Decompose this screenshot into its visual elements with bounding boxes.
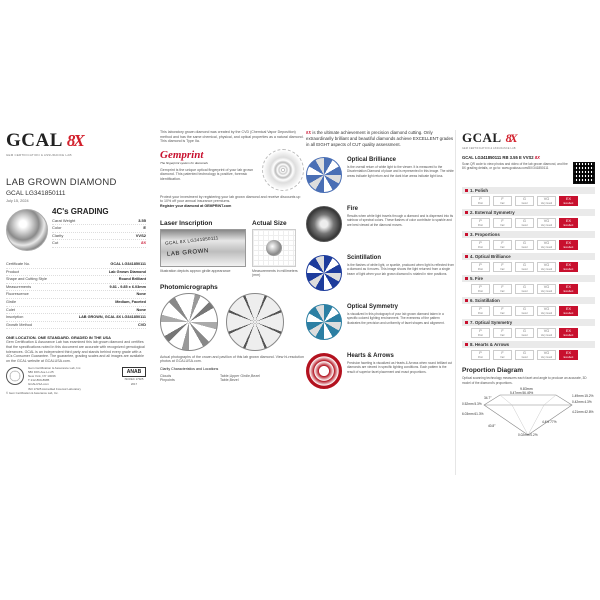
grade-cell: P Poor	[471, 350, 490, 360]
prop-crown: 0.52mm 5.3%	[462, 402, 482, 407]
proportion-title: Proportion Diagram	[462, 367, 524, 374]
feature-text	[347, 353, 454, 400]
prop-girdle: 1.49mm 15.2%	[572, 394, 594, 399]
grade-cell: VG Very Good	[537, 284, 556, 294]
feature-title: Optical Symmetry	[347, 304, 399, 311]
category-dot	[465, 343, 468, 346]
category-label: 1. Polish	[470, 188, 489, 193]
grade-cell: F Fair	[493, 262, 512, 272]
feature-image	[306, 157, 342, 193]
grade-cell-desc: Excellent	[563, 355, 574, 359]
grade-cell-desc: Very Good	[540, 355, 553, 359]
gemprint-text: Gemprint is the unique optical fingerprint of your lab grown diamond. This patented technology is positive, forensic identification.	[160, 167, 254, 181]
grade-cell-desc: Good	[521, 267, 528, 271]
grade-cell: F Fair	[493, 284, 512, 294]
grade-cell-desc: Very Good	[540, 333, 553, 337]
prop-table: 5.47mm 56.49%	[510, 391, 534, 396]
grade-cell: VG Very Good	[537, 306, 556, 316]
grade-cell: G Good	[515, 328, 534, 338]
grade-cell-desc: Excellent	[563, 245, 574, 249]
category-dot	[465, 255, 468, 258]
detail-row	[6, 322, 146, 330]
category-dot	[465, 321, 468, 324]
report-date: July 15, 2024	[6, 199, 29, 203]
detail-label: Girdle	[6, 299, 17, 304]
grade-cell: P Poor	[471, 240, 490, 250]
feature-title: Hearts & Arrows	[347, 353, 394, 360]
detail-row	[6, 307, 146, 315]
detail-row	[6, 269, 146, 277]
copyright: © Gem Certification & Assurance Lab, Inc.	[6, 391, 59, 396]
actual-size-grid	[252, 229, 296, 267]
detail-label: Fluorescence	[6, 292, 29, 297]
accreditation-text: ISO 17025 Accredited Forensic Laboratory	[28, 386, 81, 391]
detail-row	[6, 284, 146, 292]
lab-seal	[6, 367, 24, 385]
category-scale	[462, 282, 595, 295]
detail-row	[6, 299, 146, 307]
feature-title: Scintillation	[347, 255, 382, 262]
grade-cell: EX Excellent	[559, 262, 578, 272]
grading-title: 4C's GRADING	[52, 207, 109, 216]
grade-cell: EX Excellent	[559, 196, 578, 206]
grade-cell: P Poor	[471, 196, 490, 206]
grade-label: Carat Weight	[52, 218, 76, 223]
grade-cell-desc: Excellent	[563, 333, 574, 337]
report-title: LAB GROWN DIAMOND	[6, 177, 117, 188]
prop-pav-angle: 40.8°	[488, 424, 496, 429]
grade-cell-desc: Excellent	[563, 267, 574, 271]
address-line: Gem Certification & Assurance Lab, Inc.	[28, 366, 82, 371]
grade-cell-desc: Very Good	[540, 245, 553, 249]
gemprint-tagline: The fingerprint system for diamonds	[160, 160, 208, 165]
grade-cell: F Fair	[493, 240, 512, 250]
feature-2	[306, 206, 454, 253]
grade-cell-desc: Good	[521, 311, 528, 315]
category-label: 6. Scintillation	[470, 298, 500, 303]
cvd-intro: This laboratory grown diamond was created by the CVD (Chemical Vapor Deposition) method and has the same chemical, physical, and optical properties as a natural diamond. This diamond is Type IIa.	[160, 130, 304, 144]
category-label: 7. Optical Symmetry	[470, 320, 513, 325]
grade-cell: P Poor	[471, 306, 490, 316]
grade-cell: EX Excellent	[559, 284, 578, 294]
grade-cell-desc: Very Good	[540, 201, 553, 205]
category-scale	[462, 304, 595, 317]
intro-mark: 8X	[306, 130, 312, 135]
grade-value: E	[143, 225, 146, 231]
detail-value: None	[136, 307, 146, 312]
grade-cell-desc: Excellent	[563, 223, 574, 227]
feature-desc: Precision faceting is visualized as Hearts & Arrows when round brilliant cut diamonds are viewed in specific lighting conditions. Each pattern is the result of superior facet placement and exact proportions.	[347, 361, 453, 374]
grade-cell-desc: Poor	[477, 267, 484, 271]
grade-row	[52, 225, 146, 232]
eightx-features-panel	[306, 130, 454, 475]
feature-text	[347, 255, 454, 302]
detail-value: GCAL LG341850111	[110, 262, 146, 266]
grade-cell-desc: Fair	[500, 267, 505, 271]
size-title: Actual Size	[252, 219, 287, 227]
detail-row	[6, 314, 146, 322]
grade-cell: G Good	[515, 218, 534, 228]
register-link[interactable]: Register your diamond at GEMPRINT.com	[160, 203, 232, 208]
grade-row	[52, 218, 146, 225]
category-dot	[465, 277, 468, 280]
grade-row	[52, 240, 146, 247]
grade-cell-desc: Poor	[477, 201, 484, 205]
detail-label: Culet	[6, 307, 15, 312]
category-label: 8. Hearts & Arrows	[470, 342, 510, 347]
grade-cell: G Good	[515, 240, 534, 250]
features-list	[306, 157, 454, 400]
grade-cell: P Poor	[471, 262, 490, 272]
clarity-row	[160, 378, 304, 383]
feature-text	[347, 206, 454, 253]
size-caption: Measurements in millimeters (mm)	[252, 268, 298, 278]
grade-cell: EX Excellent	[559, 240, 578, 250]
grade-cell-desc: Very Good	[540, 223, 553, 227]
feature-image	[306, 304, 342, 340]
category-bar	[462, 253, 595, 260]
grade-cell-desc: Good	[521, 355, 528, 359]
pavilion-photo	[226, 293, 284, 351]
detail-value: 9.81 - 9.85 x 6.03mm	[109, 284, 146, 289]
grade-cell-desc: Good	[521, 245, 528, 249]
category-bar	[462, 319, 595, 326]
grade-cell-desc: Good	[521, 333, 528, 337]
proportion-text: Optical scanning technology measures each facet and angle to produce an accurate, 3D model of the diamond's proportions.	[462, 376, 587, 385]
grade-cell: VG Very Good	[537, 328, 556, 338]
category-dot	[465, 299, 468, 302]
feature-5	[306, 353, 454, 400]
brand-subtitle: GEM CERTIFICATION & ASSURANCE LAB	[6, 153, 72, 157]
grade-value: 8X	[141, 240, 146, 246]
laser-caption: Illustration depicts approx girdle appearance	[160, 268, 231, 273]
footer-title: ONE LOCATION. ONE STANDARD. GRADED IN THE USA	[6, 335, 111, 341]
grade-cell: G Good	[515, 306, 534, 316]
detail-value: Medium, Faceted	[115, 299, 146, 304]
grading-categories	[462, 187, 595, 361]
clarity-type: Clouds	[160, 373, 172, 378]
grade-cell: G Good	[515, 284, 534, 294]
grade-cell-desc: Fair	[500, 289, 505, 293]
intro-text: is the ultimate achievement in precision diamond cutting. Only extraordinarily brilliant and beautiful diamonds achieve EXCELLENT grades in all EIGHT aspects of CUT quality assessment.	[306, 130, 454, 147]
category-scale	[462, 348, 595, 361]
grade-cell-desc: Good	[521, 223, 528, 227]
grade-cell-desc: Fair	[500, 355, 505, 359]
details-list	[6, 261, 146, 329]
photo-caption: Actual photographs of the crown and pavilion of this lab grown diamond. View hi-resolution photos at GCALUSA.com.	[160, 354, 304, 364]
detail-value: Lab Grown Diamond	[108, 269, 146, 274]
prop-depth: 6.03mm 61.3%	[462, 412, 484, 417]
certificate-panel	[6, 130, 146, 475]
category-label: 2. External Symmetry	[470, 210, 515, 215]
detail-value: None	[136, 292, 146, 297]
feature-title: Fire	[347, 206, 359, 213]
feature-image	[306, 206, 342, 242]
grade-cell: EX Excellent	[559, 328, 578, 338]
scan-text: Scan QR code to view photos and video of the lab grown diamond, and the 8X grading details, or go to: www.gcalusa.com/8X/341850111	[462, 162, 568, 170]
detail-value: Round Brilliant	[118, 277, 146, 282]
grade-row	[52, 233, 146, 240]
clarity-location: Table,Upper Girdle,Bezel	[220, 373, 260, 378]
detail-label: Certificate No.	[6, 262, 31, 266]
grade-cell-desc: Poor	[477, 245, 484, 249]
prop-star: 0.42mm 4.3%	[572, 400, 592, 405]
grade-cell-desc: Very Good	[540, 311, 553, 315]
grade-cell: VG Very Good	[537, 240, 556, 250]
eightx-logo: 8X	[66, 131, 83, 150]
grade-cell-desc: Fair	[500, 333, 505, 337]
prop-lower: 4.4% 77%	[542, 420, 557, 425]
address-line: New York, NY 10036	[28, 373, 56, 378]
prop-pav-depth: 4.21mm 42.8%	[572, 410, 594, 415]
feature-text	[347, 304, 454, 351]
grade-label: Cut	[52, 240, 59, 246]
grade-cell: G Good	[515, 262, 534, 272]
grade-cell-desc: Very Good	[540, 267, 553, 271]
grade-cell-desc: Fair	[500, 223, 505, 227]
grade-cell-desc: Poor	[477, 311, 484, 315]
grade-cell: G Good	[515, 350, 534, 360]
grade-cell-desc: Poor	[477, 289, 484, 293]
detail-row	[6, 276, 146, 284]
detail-label: Measurements	[6, 284, 32, 289]
grade-cell-desc: Poor	[477, 333, 484, 337]
grade-cell-desc: Very Good	[540, 289, 553, 293]
grade-cell: P Poor	[471, 284, 490, 294]
gemprint-fingerprint-image	[262, 149, 304, 191]
address-line: GCALUSA.com	[28, 381, 49, 386]
feature-title: Optical Brilliance	[347, 157, 397, 164]
register-text: Protect your investment by registering your lab grown diamond and receive discounts up to 10% off your annual insurance premiums.	[160, 194, 301, 204]
feature-desc: Is the flashes of white light, or sparkle, produced when light is reflected from a diamond as it moves. This image shows the light returned from a single beam of light when your lab grown diamond is rotated in nine positions.	[347, 263, 455, 276]
category-scale	[462, 216, 595, 229]
detail-value: LAB GROWN, GCAL 8X LG341850111	[78, 315, 146, 320]
anab-badge: ANAB ISO/IEC 17025 2017	[122, 367, 146, 386]
category-bar	[462, 275, 595, 282]
feature-desc: Is visualized in this photograph of your lab grown diamond taken in a specific colored lighting environment. The evenness of the pattern illustrates the precision and uniformity of facet shapes and alignment.	[347, 312, 445, 325]
feature-text	[347, 157, 454, 204]
grade-cell: F Fair	[493, 306, 512, 316]
detail-label: Growth Method	[6, 322, 32, 327]
category-label: 5. Fire	[470, 276, 483, 281]
grade-cell: F Fair	[493, 218, 512, 228]
grade-cell: F Fair	[493, 196, 512, 206]
feature-desc: Results when white light travels through a diamond and is dispersed into its rainbow of spectral colors. These flashes of color contribute to sparkle and are best viewed at the diamond moves.	[347, 214, 454, 227]
category-bar	[462, 297, 595, 304]
grade-cell: G Good	[515, 196, 534, 206]
grading-panel: GCAL 8X GEM CERTIFICATION & ASSURANCE LAB GCAL LG341850111 RB 3.55 E VVS2 8X Scan QR code to view photos and video of the lab grown diamond, and the 8X grading details, or go to: www.gcalusa.com/8X/341850111 1. Polish P Poor F Fair G Good VG Very Good EX Excellent 2. External Symmetry P Poor F Fair G Good VG Very Good EX Excellent 3. Proportions P Poor F Fair G Good VG Very Good EX Excellent 4. Optical Brilliance P Poor F Fair G Good VG Very Good EX Excellent 5. Fire P Poor F Fair G Good VG Very Good EX Excellent 6. Scintillation P Poor F Fair G Good VG Very Good EX Excellent 7. Optical Symmetry P Poor F Fair G Good VG Very Good EX Excellent 8. Hearts & Arrows P Poor F Fair G Good VG Very Good EX Excellent Proportion Diagram Optical scanning technology measures each facet and angle to produce an accurate, 3D model of the diamond's proportions. 9.83mm 5.47mm 56.49% 34.7° 0.52mm 5.3% 6.03mm 61.3% 40.8° 0.02mm 0.2% 1.49mm 15.2% 0.42mm 4.3% 4.21mm 42.8% 4.4% 77%	[455, 130, 595, 475]
grade-cell: VG Very Good	[537, 262, 556, 272]
proportion-diagram	[462, 387, 594, 437]
gcal-logo	[6, 130, 146, 152]
grade-cell-desc: Poor	[477, 223, 484, 227]
grade-cell: EX Excellent	[559, 218, 578, 228]
brand-name: GCAL	[6, 130, 63, 151]
footer-text: Gem Certification & Assurance Lab has examined this lab grown diamond and certifies that the specifications noted in this document are accurate with recognized gemological tolerances. GCAL is an independent third party and stands behind every grade with a 4Cs Consumer Guarantee. The guarantee, grading scales and all images are available on the GCAL website at GCALUSA.com.	[6, 340, 145, 363]
grade-cell-desc: Fair	[500, 311, 505, 315]
clarity-list	[160, 374, 304, 383]
cert-line: GCAL LG341850111 RB 3.55 E VVS2	[462, 155, 534, 160]
grade-cell: P Poor	[471, 218, 490, 228]
crown-photo	[160, 293, 218, 351]
grade-cell-desc: Excellent	[563, 289, 574, 293]
detail-label: Inscription	[6, 315, 24, 320]
category-dot	[465, 233, 468, 236]
feature-image	[306, 255, 342, 291]
feature-1	[306, 157, 454, 204]
grade-cell-desc: Good	[521, 201, 528, 205]
grade-cell: F Fair	[493, 350, 512, 360]
clarity-location: Table,Bezel	[220, 378, 239, 383]
category-label: 4. Optical Brilliance	[470, 254, 511, 259]
cert-number: GCAL LG341850111	[6, 190, 66, 197]
category-scale	[462, 326, 595, 339]
lab-address	[28, 367, 118, 386]
photo-title: Photomicrographs	[160, 283, 218, 291]
prop-diameter: 9.83mm	[520, 387, 533, 392]
prop-culet: 0.02mm 0.2%	[518, 433, 538, 438]
grade-cell: P Poor	[471, 328, 490, 338]
category-bar	[462, 341, 595, 348]
grade-cell: EX Excellent	[559, 350, 578, 360]
grade-cell: VG Very Good	[537, 196, 556, 206]
qr-code[interactable]	[573, 162, 595, 184]
gcal-logo-small: GCAL 8X	[462, 130, 516, 145]
clarity-type: Pinpoints	[160, 378, 175, 383]
grade-cell-desc: Poor	[477, 355, 484, 359]
category-dot	[465, 189, 468, 192]
laser-title: Laser Inscription	[160, 219, 213, 227]
grade-label: Clarity	[52, 232, 64, 238]
category-scale	[462, 238, 595, 251]
category-bar	[462, 209, 595, 216]
feature-image	[306, 353, 342, 389]
grade-cell-desc: Good	[521, 289, 528, 293]
diamond-photo	[6, 209, 48, 251]
gemprint-logo: Gemprint	[160, 148, 204, 161]
grade-cell: EX Excellent	[559, 306, 578, 316]
grade-value: VVS2	[135, 232, 146, 238]
detail-label: Product	[6, 269, 20, 274]
grade-cell-desc: Fair	[500, 201, 505, 205]
detail-row	[6, 261, 146, 269]
detail-label: Shape and Cutting Style	[6, 277, 47, 282]
category-bar	[462, 187, 595, 194]
actual-size-diamond	[266, 240, 282, 256]
category-scale	[462, 260, 595, 273]
clarity-title: Clarity Characteristics and Locations	[160, 366, 219, 371]
grade-cell-desc: Excellent	[563, 311, 574, 315]
category-dot	[465, 211, 468, 214]
address-line: 580 Fifth Ave Lc.25	[28, 370, 54, 375]
grade-cell-desc: Excellent	[563, 201, 574, 205]
gemprint-panel	[160, 130, 304, 475]
feature-desc: Is the overall return of white light to the viewer. It is measured to the Disorientation Diamond of place and is represented in this image. The white areas indicate light return and the dark blue areas indicate light loss.	[347, 165, 454, 178]
grade-cell: F Fair	[493, 328, 512, 338]
category-bar	[462, 231, 595, 238]
category-scale	[462, 194, 595, 207]
grade-label: Color	[52, 225, 62, 231]
address-line: T 212-869-8985	[28, 377, 50, 382]
laser-inscription-image: GCAL 8X LG341850111 LAB GROWN	[160, 229, 246, 267]
detail-row	[6, 291, 146, 299]
detail-value: CVD	[137, 322, 146, 327]
feature-3	[306, 255, 454, 302]
grades-list	[52, 218, 146, 248]
feature-4	[306, 304, 454, 351]
prop-crown-angle: 34.7°	[484, 396, 492, 401]
grade-cell: VG Very Good	[537, 218, 556, 228]
grade-cell-desc: Fair	[500, 245, 505, 249]
grade-value: 3.55	[138, 218, 146, 223]
category-label: 3. Proportions	[470, 232, 500, 237]
grade-cell: VG Very Good	[537, 350, 556, 360]
